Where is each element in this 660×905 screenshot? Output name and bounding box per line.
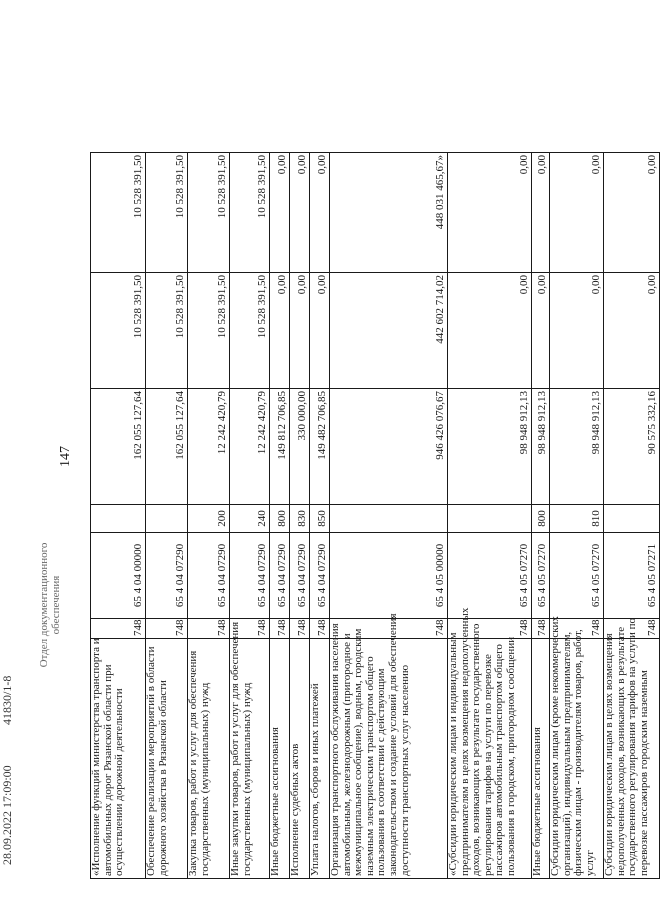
name-line: государственных (муниципальных) нужд <box>240 682 253 876</box>
cell-text: 0,00 <box>646 155 659 175</box>
name-line: Иные закупки товаров, работ и услуг для обеспечения <box>229 621 241 876</box>
cell-text: 0,00 <box>518 155 531 175</box>
cell-text: 0,00 <box>590 275 603 295</box>
name-line: физическим лицам - производителям товаров, работ, <box>572 629 585 876</box>
name-line: осуществлении дорожной деятельности <box>113 688 126 876</box>
cell-text: 10 528 391,50 <box>256 275 269 339</box>
row-kind-cell <box>270 504 290 532</box>
cell-text: 748 <box>518 619 531 636</box>
row-ministry-cell <box>270 618 290 638</box>
stamp-line-1: Отдел документационного <box>38 542 50 668</box>
row-code-cell <box>230 532 270 618</box>
name-line: Организация транспортного обслуживания населения <box>329 623 341 876</box>
name-line: автомобильных дорог Рязанской области при <box>101 664 114 876</box>
cell-text: 98 948 912,13 <box>518 391 531 455</box>
row-a2-cell <box>550 272 604 388</box>
row-ministry-cell <box>146 618 188 638</box>
cell-text: 0,00 <box>316 155 329 175</box>
row-code-cell <box>290 532 310 618</box>
name-line: Исполнение судебных актов <box>289 743 301 876</box>
row-code-cell <box>604 532 660 618</box>
cell-text: 240 <box>256 510 269 527</box>
cell-text: 149 482 706,85 <box>316 391 329 460</box>
footer-timestamp: 28.09.2022 17:09:00 <box>0 765 14 865</box>
row-code-cell <box>448 532 532 618</box>
row-kind-cell <box>604 504 660 532</box>
row-ministry-cell <box>188 618 230 638</box>
cell-text: 442 602 714,02 <box>434 275 447 344</box>
cell-text: 748 <box>296 619 309 636</box>
row-ministry-cell <box>330 618 448 638</box>
row-a1-cell <box>330 388 448 504</box>
cell-text: 10 528 391,50 <box>174 155 187 219</box>
cell-text: 800 <box>276 510 289 527</box>
row-a2-cell <box>188 272 230 388</box>
cell-text: 0,00 <box>316 275 329 295</box>
name-line: Иные бюджетные ассигнования <box>531 727 543 876</box>
row-kind-cell <box>330 504 448 532</box>
row-a1-cell <box>550 388 604 504</box>
name-line: государственных (муниципальных) нужд <box>198 682 211 876</box>
name-line: Обеспечение реализации мероприятий в области <box>145 646 157 876</box>
row-kind-cell <box>230 504 270 532</box>
row-ministry-cell <box>448 618 532 638</box>
row-ministry-cell <box>230 618 270 638</box>
cell-text: 98 948 912,13 <box>536 391 549 455</box>
row-code-cell <box>330 532 448 618</box>
cell-text: 65 4 04 07290 <box>216 543 229 608</box>
name-line: пользования в соответствии с действующим <box>375 668 388 876</box>
name-line: Уплата налогов, сборов и иных платежей <box>309 683 321 876</box>
row-a3-cell <box>550 152 604 272</box>
name-line: Иные бюджетные ассигнования <box>269 727 281 876</box>
cell-text: 850 <box>316 510 329 527</box>
cell-text: 0,00 <box>518 275 531 295</box>
cell-text: 748 <box>256 619 269 636</box>
cell-text: 10 528 391,50 <box>256 155 269 219</box>
row-a2-cell <box>448 272 532 388</box>
row-ministry-cell <box>91 618 146 638</box>
row-name-cell <box>310 638 330 878</box>
cell-text: 162 055 127,64 <box>132 391 145 460</box>
name-line: межмуниципальное сообщение), водным, городским <box>352 628 365 876</box>
row-ministry-cell <box>550 618 604 638</box>
cell-text: 65 4 05 00000 <box>434 543 447 608</box>
row-a3-cell <box>604 152 660 272</box>
row-kind-cell <box>188 504 230 532</box>
cell-text: 65 4 05 07271 <box>646 543 659 608</box>
row-kind-cell <box>550 504 604 532</box>
name-line: доступности транспортных услуг населению <box>398 664 411 876</box>
row-a1-cell <box>270 388 290 504</box>
cell-text: 810 <box>590 510 603 527</box>
cell-text: 65 4 05 07270 <box>536 543 549 608</box>
cell-text: 12 242 420,79 <box>216 391 229 455</box>
name-line: «Исполнение функций министерства транспорта и <box>90 638 102 876</box>
row-name-cell <box>532 638 550 878</box>
cell-text: 800 <box>536 510 549 527</box>
row-a3-cell <box>532 152 550 272</box>
row-a2-cell <box>270 272 290 388</box>
row-a1-cell <box>188 388 230 504</box>
name-line: предпринимателям в целях возмещения недополученных <box>458 607 471 876</box>
row-kind-cell <box>146 504 188 532</box>
cell-text: 748 <box>434 619 447 636</box>
stamp-line-2: обеспечения <box>50 575 62 635</box>
cell-text: 162 055 127,64 <box>174 391 187 460</box>
cell-text: 0,00 <box>276 155 289 175</box>
cell-text: 748 <box>536 619 549 636</box>
row-a1-cell <box>448 388 532 504</box>
cell-text: 10 528 391,50 <box>132 275 145 339</box>
cell-text: 748 <box>174 619 187 636</box>
cell-text: 748 <box>646 619 659 636</box>
row-kind-cell <box>290 504 310 532</box>
cell-text: 830 <box>296 510 309 527</box>
cell-text: 65 4 05 07270 <box>590 543 603 608</box>
name-line: недополученных доходов, возникающих в результате <box>614 626 627 876</box>
row-a1-cell <box>532 388 550 504</box>
name-line: законодательством и создание условий для обеспечения <box>386 613 399 876</box>
department-stamp <box>38 505 62 705</box>
cell-text: 330 000,00 <box>296 391 309 441</box>
row-a2-cell <box>146 272 188 388</box>
cell-text: 748 <box>216 619 229 636</box>
name-line: автомобильным, железнодорожным (пригородное и <box>340 633 353 876</box>
row-a1-cell <box>230 388 270 504</box>
name-line: государственного регулирования тарифов на услуги по <box>626 617 639 876</box>
cell-text: 0,00 <box>646 275 659 295</box>
cell-text: 748 <box>316 619 329 636</box>
cell-text: 448 031 465,67» <box>434 155 447 230</box>
row-code-cell <box>550 532 604 618</box>
row-kind-cell <box>448 504 532 532</box>
name-line: перевозке пассажиров городским наземным <box>637 670 650 876</box>
cell-text: 149 812 706,85 <box>276 391 289 460</box>
name-line: Закупка товаров, работ и услуг для обеспечения <box>187 650 199 876</box>
row-a1-cell <box>604 388 660 504</box>
name-line: Субсидии юридическим лицам в целях возмещения <box>603 633 615 876</box>
cell-text: 10 528 391,50 <box>174 275 187 339</box>
name-line: наземным электрическим транспортом общего <box>363 656 376 876</box>
cell-text: 0,00 <box>276 275 289 295</box>
row-a3-cell <box>290 152 310 272</box>
name-line: пассажиров автомобильным транспортом общего <box>493 644 506 876</box>
row-ministry-cell <box>604 618 660 638</box>
row-a3-cell <box>188 152 230 272</box>
name-line: доходов, возникающих в результате государственного <box>470 623 483 876</box>
cell-text: 0,00 <box>296 275 309 295</box>
name-line: регулирования тарифов на услуги по перевозке <box>481 654 494 876</box>
cell-text: 65 4 04 07290 <box>276 543 289 608</box>
cell-text: 200 <box>216 510 229 527</box>
cell-text: 946 426 076,67 <box>434 391 447 460</box>
cell-text: 748 <box>590 619 603 636</box>
row-kind-cell <box>532 504 550 532</box>
row-a3-cell <box>91 152 146 272</box>
cell-text: 65 4 04 07290 <box>296 543 309 608</box>
name-line: пользования в городском, пригородном сообщении <box>504 636 517 876</box>
name-line: дорожного хозяйства в Рязанской области <box>156 680 169 876</box>
row-a3-cell <box>330 152 448 272</box>
cell-text: 748 <box>132 619 145 636</box>
row-a1-cell <box>91 388 146 504</box>
row-ministry-cell <box>532 618 550 638</box>
row-a2-cell <box>330 272 448 388</box>
row-a1-cell <box>290 388 310 504</box>
cell-text: 0,00 <box>296 155 309 175</box>
budget-table <box>90 152 660 879</box>
row-a2-cell <box>532 272 550 388</box>
row-a3-cell <box>146 152 188 272</box>
cell-text: 0,00 <box>536 155 549 175</box>
row-a3-cell <box>270 152 290 272</box>
cell-text: 0,00 <box>590 155 603 175</box>
row-a2-cell <box>230 272 270 388</box>
cell-text: 10 528 391,50 <box>132 155 145 219</box>
cell-text: 98 948 912,13 <box>590 391 603 455</box>
cell-text: 12 242 420,79 <box>256 391 269 455</box>
cell-text: 0,00 <box>536 275 549 295</box>
row-name-cell <box>188 638 230 878</box>
cell-text: 65 4 04 07290 <box>256 543 269 608</box>
row-code-cell <box>270 532 290 618</box>
row-ministry-cell <box>310 618 330 638</box>
row-kind-cell <box>91 504 146 532</box>
name-line: Субсидии юридическим лицам (кроме некоммерческих <box>549 616 561 876</box>
name-line: «Субсидии юридическим лицам и индивидуальным <box>447 632 459 876</box>
cell-text: 65 4 04 07290 <box>174 543 187 608</box>
row-kind-cell <box>310 504 330 532</box>
row-a1-cell <box>310 388 330 504</box>
cell-text: 65 4 05 07270 <box>518 543 531 608</box>
row-name-cell <box>146 638 188 878</box>
page-number: 147 <box>58 446 73 467</box>
cell-text: 90 575 332,16 <box>646 391 659 455</box>
row-code-cell <box>91 532 146 618</box>
row-code-cell <box>532 532 550 618</box>
footer-doc-id: 41830/1-8 <box>0 675 14 725</box>
row-code-cell <box>146 532 188 618</box>
row-a2-cell <box>290 272 310 388</box>
row-a2-cell <box>91 272 146 388</box>
row-a3-cell <box>448 152 532 272</box>
row-name-cell <box>91 638 146 878</box>
row-code-cell <box>188 532 230 618</box>
cell-text: 10 528 391,50 <box>216 275 229 339</box>
cell-text: 10 528 391,50 <box>216 155 229 219</box>
row-a2-cell <box>604 272 660 388</box>
row-code-cell <box>310 532 330 618</box>
row-a1-cell <box>146 388 188 504</box>
name-line: услуг <box>583 850 596 876</box>
row-ministry-cell <box>290 618 310 638</box>
row-name-cell <box>290 638 310 878</box>
row-name-cell <box>270 638 290 878</box>
cell-text: 748 <box>276 619 289 636</box>
row-a2-cell <box>310 272 330 388</box>
cell-text: 65 4 04 07290 <box>316 543 329 608</box>
row-a3-cell <box>310 152 330 272</box>
name-line: организаций), индивидуальным предпринимателям, <box>560 631 573 876</box>
cell-text: 65 4 04 00000 <box>132 543 145 608</box>
row-a3-cell <box>230 152 270 272</box>
